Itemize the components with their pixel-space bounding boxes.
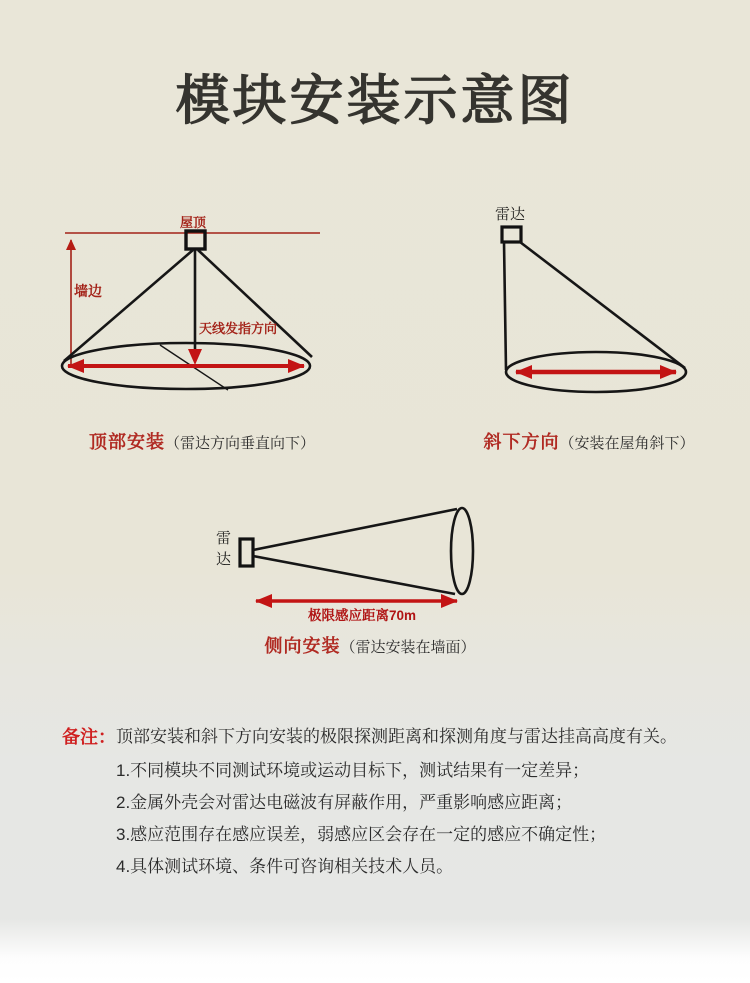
radar-label-side: 雷达 (216, 530, 232, 568)
remarks-section (62, 722, 722, 883)
remarks-label: 备注： (62, 727, 116, 747)
coverage-ellipse-side (451, 508, 473, 594)
caption-top-install-note: （雷达方向垂直向下） (164, 435, 315, 452)
remarks-intro: 顶部安装和斜下方向安装的极限探测距离和探测角度与雷达挂高高度有关。 (116, 727, 677, 746)
caption-side-title: 侧向安装 (264, 636, 341, 656)
caption-diagonal (439, 428, 739, 454)
wall-edge-label: 墙边 (74, 283, 102, 299)
caption-top-install (52, 428, 352, 454)
remarks-body (116, 722, 677, 883)
antenna-direction-arrowhead (188, 349, 202, 365)
max-range-label: 极限感应距离70m (308, 608, 417, 623)
caption-top-install-title: 顶部安装 (88, 432, 165, 452)
radar-box-side (240, 539, 253, 566)
cone-right-edge (198, 250, 312, 357)
radar-box-diagonal (502, 227, 521, 242)
caption-side-note: （雷达安装在墙面） (340, 639, 476, 656)
remark-item: 1.不同模块不同测试环境或运动目标下，测试结果有一定差异； (116, 761, 590, 780)
side-cone-bottom-edge (253, 556, 455, 594)
page-title: 模块安装示意图 (175, 71, 575, 131)
remark-item: 3.感应范围存在感应误差，弱感应区会存在一定的感应不确定性； (116, 825, 607, 844)
side-cone-top-edge (253, 509, 457, 550)
antenna-direction-label: 天线发指方向 (199, 321, 278, 336)
roof-label: 屋顶 (180, 215, 207, 230)
diagonal-beam-edge (520, 242, 685, 368)
caption-diagonal-note: （安装在屋角斜下） (559, 435, 695, 452)
radar-label-diagonal: 雷达 (495, 206, 526, 223)
remark-item: 4.具体测试环境、条件可咨询相关技术人员。 (116, 857, 454, 876)
caption-diagonal-title: 斜下方向 (483, 432, 560, 452)
remark-item: 2.金属外壳会对雷达电磁波有屏蔽作用，严重影响感应距离； (116, 793, 573, 812)
diagonal-vertical-edge (504, 242, 506, 370)
caption-side (220, 632, 520, 658)
